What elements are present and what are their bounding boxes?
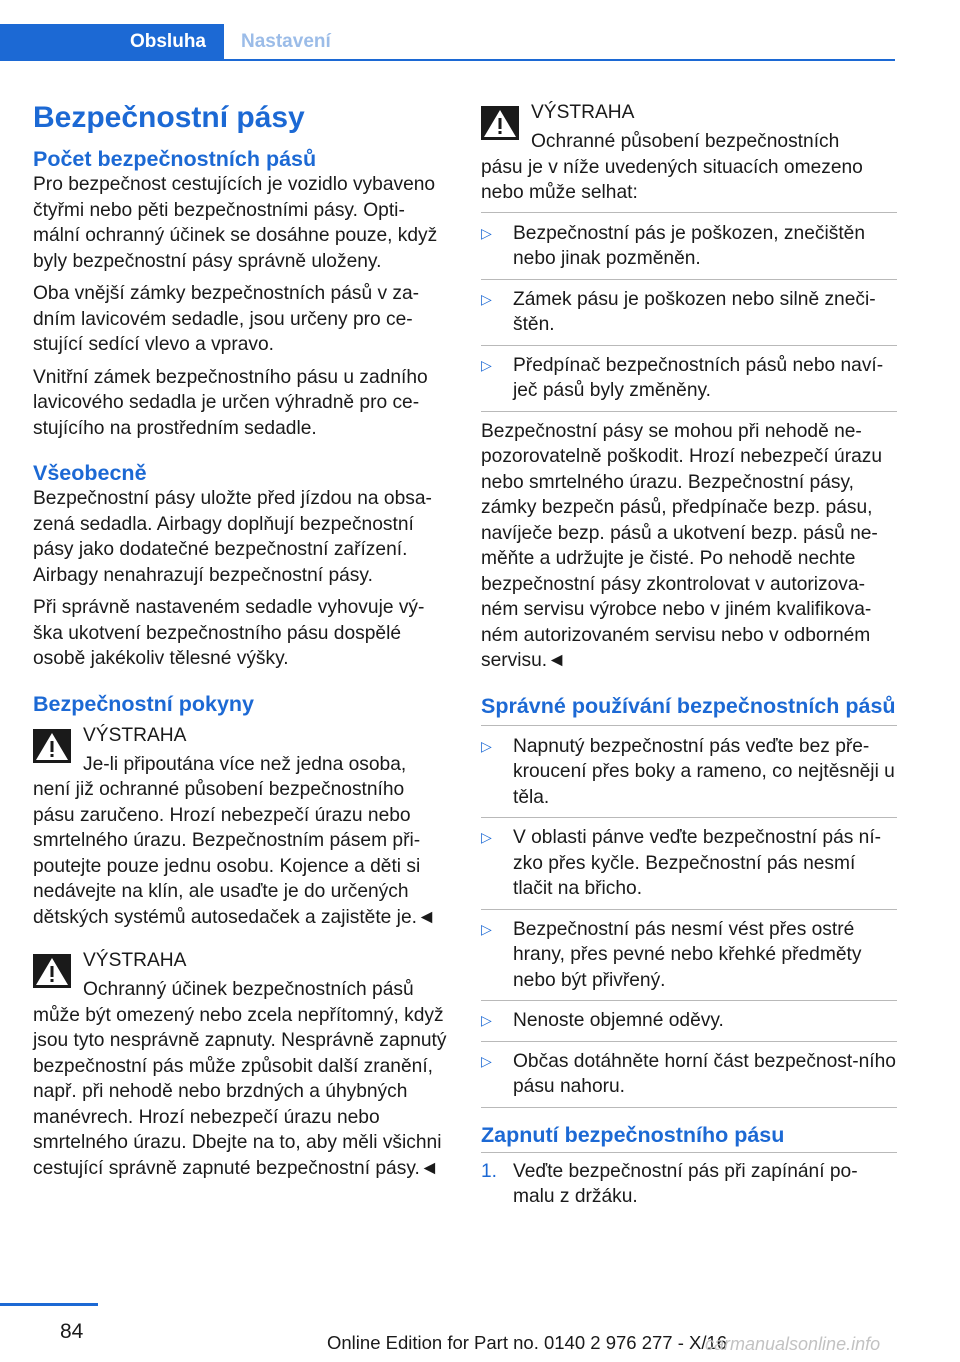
- warning-text: může být omezený nebo zcela nepřítomný, když jsou tyto nesprávně zapnuty. Nesprávně zapnutý bezpečnostní pás může způsobit další zranění, např. při nehodě nebo brzdných a úhybných manévrech. Hrozí nebezpečí úrazu nebo smrtelného úrazu. Dbejte na to, aby měli všichni cestující správně zapnuté bezpečnostní pásy.◄: [33, 1004, 447, 1179]
- list-item: [481, 353, 897, 412]
- tab-underline: [0, 59, 895, 61]
- list-item-text: V oblasti pánve veďte bezpečnostní pás ní-zko přes kyčle. Bezpečnostní pás nesmí tlačit na břicho.: [513, 827, 882, 899]
- warning-label: VÝSTRAHA: [531, 102, 635, 123]
- buckling-steps-list: [481, 1152, 897, 1217]
- paragraph: Bezpečnostní pásy uložte před jízdou na obsa-zená sedadla. Airbagy doplňují bezpečnostní pásy jako dodatečné bezpečnostní zařízení. Airbagy nenahrazují bezpečnostní pásy.: [33, 488, 432, 586]
- chapter-tab-bar: [0, 24, 895, 62]
- triangle-right-icon: ▷: [481, 1012, 492, 1028]
- heading-zapnuti-pasu: Zapnutí bezpečnostního pásu: [481, 1122, 785, 1147]
- warning-label: VÝSTRAHA: [83, 950, 187, 971]
- paragraph: Bezpečnostní pásy se mohou při nehodě ne-pozorovatelně poškodit. Hrozí nebezpečí úrazu nebo smrtelného úrazu. Bezpečnostní pásy, zámky bezpečn pásů, předpínače bezp. pásu, navíječe bezp. pásů a ukotvení bezp. pásů ne-měňte a udržujte je čisté. Po nehodě nechte bezpečnostní pásy zkontrolovat v autorizova-ném servisu výrobce nebo v jiném kvalifikova-ném autorizovaném servisu nebo v odborném servisu.◄: [481, 420, 883, 671]
- list-item: [481, 825, 897, 910]
- correct-use-list: [481, 725, 897, 1108]
- warning-triangle-icon: [33, 954, 71, 988]
- warning-block: [33, 948, 449, 1181]
- tab-nastaveni-label: Nastavení: [241, 31, 331, 52]
- heading-vseobecne: Všeobecně: [33, 461, 147, 485]
- paragraph: Oba vnější zámky bezpečnostních pásů v za-dním lavicovém sedadle, jsou určeny pro ce-stující sedící vlevo a vpravo.: [33, 283, 420, 355]
- warning-text: pásu je v níže uvedených situacích omezeno nebo může selhat:: [481, 156, 863, 203]
- page-title: Bezpečnostní pásy: [33, 101, 305, 134]
- warning-text-first: Ochranný účinek bezpečnostních pásů: [83, 979, 414, 1000]
- warning-text-first: Je-li připoutána více než jedna osoba,: [83, 753, 407, 775]
- list-item: [481, 734, 897, 819]
- list-item: [481, 1159, 897, 1217]
- paragraph: Při správně nastaveném sedadle vyhovuje vý-ška ukotvení bezpečnostního pásu dospělé osobě jakékoliv tělesné výšky.: [33, 597, 425, 669]
- step-number: 1.: [481, 1160, 498, 1182]
- list-item-text: Nenoste objemné oděvy.: [513, 1010, 724, 1031]
- watermark: carmanualsonline.info: [705, 1334, 881, 1354]
- tab-nastaveni[interactable]: [241, 24, 331, 60]
- tab-obsluha[interactable]: [0, 24, 224, 60]
- list-item-text: Bezpečnostní pás nesmí vést přes ostré hrany, přes pevné nebo křehké předměty nebo být přivřený.: [513, 918, 862, 991]
- list-item-text: Předpínač bezpečnostních pásů nebo naví-ječ pásů byly změněny.: [513, 354, 884, 401]
- heading-pocet-pasu: Počet bezpečnostních pásů: [33, 147, 317, 171]
- triangle-right-icon: ▷: [481, 290, 492, 307]
- paragraph: Vnitřní zámek bezpečnostního pásu u zadního lavicového sedadla je určen výhradně pro ce-stujícího na prostředním sedadle.: [33, 366, 428, 439]
- list-item: [481, 287, 897, 346]
- heading-spravne-pouzivani: Správné používání bezpečnostních pásů: [481, 693, 896, 718]
- footer-rule: [0, 1303, 98, 1306]
- heading-bezpecnostni-pokyny: Bezpečnostní pokyny: [33, 691, 255, 716]
- warning-label: VÝSTRAHA: [83, 724, 187, 746]
- triangle-right-icon: ▷: [481, 224, 492, 241]
- warning-triangle-icon: [481, 106, 519, 140]
- tab-obsluha-label: Obsluha: [129, 31, 206, 52]
- paragraph: Pro bezpečnost cestujících je vozidlo vybaveno čtyřmi nebo pěti bezpečnostními pásy. Opti-mální ochranný účinek se dosáhne pouze, když byly bezpečnostní pásy správně uloženy.: [33, 174, 438, 272]
- triangle-right-icon: ▷: [481, 737, 492, 754]
- warning-text-first: Ochranné působení bezpečnostních: [531, 131, 840, 152]
- list-item: [481, 917, 897, 1002]
- list-item-text: Občas dotáhněte horní část bezpečnost-ního pásu nahoru.: [513, 1050, 896, 1097]
- list-item-text: Zámek pásu je poškozen nebo silně zneči-štěn.: [513, 288, 876, 335]
- right-column: [481, 100, 897, 1224]
- page-number: 84: [60, 1320, 84, 1343]
- triangle-right-icon: ▷: [481, 920, 492, 937]
- triangle-right-icon: ▷: [481, 829, 492, 845]
- edition-line: Online Edition for Part no. 0140 2 976 277 - X/16: [327, 1332, 728, 1353]
- list-item: [481, 221, 897, 280]
- list-item-text: Napnutý bezpečnostní pás veďte bez pře-kroucení přes boky a rameno, co nejtěsněji u těla.: [513, 735, 895, 808]
- triangle-right-icon: ▷: [481, 356, 492, 373]
- warning-triangle-icon: [33, 729, 71, 763]
- warning-conditions-list: [481, 212, 897, 412]
- warning-text: není již ochranné působení bezpečnostního pásu zaručeno. Hrozí nebezpečí úrazu nebo smrtelného úrazu. Bezpečnostním pásem při-poutejte pouze jednu osobu. Kojence a děti si nedávejte na klín, ale usaďte je do určených dětských systémů autosedaček a zajistěte je.◄: [33, 779, 436, 928]
- list-item: [481, 1049, 897, 1108]
- warning-block: [481, 100, 897, 206]
- list-item-text: Bezpečnostní pás je poškozen, znečištěn nebo jinak pozměněn.: [513, 222, 865, 269]
- triangle-right-icon: ▷: [481, 1052, 492, 1069]
- list-item: [481, 1008, 897, 1042]
- warning-block: [33, 723, 449, 931]
- list-item-text: Veďte bezpečnostní pás při zapínání po-malu z držáku.: [513, 1160, 858, 1207]
- left-column: [33, 98, 449, 1199]
